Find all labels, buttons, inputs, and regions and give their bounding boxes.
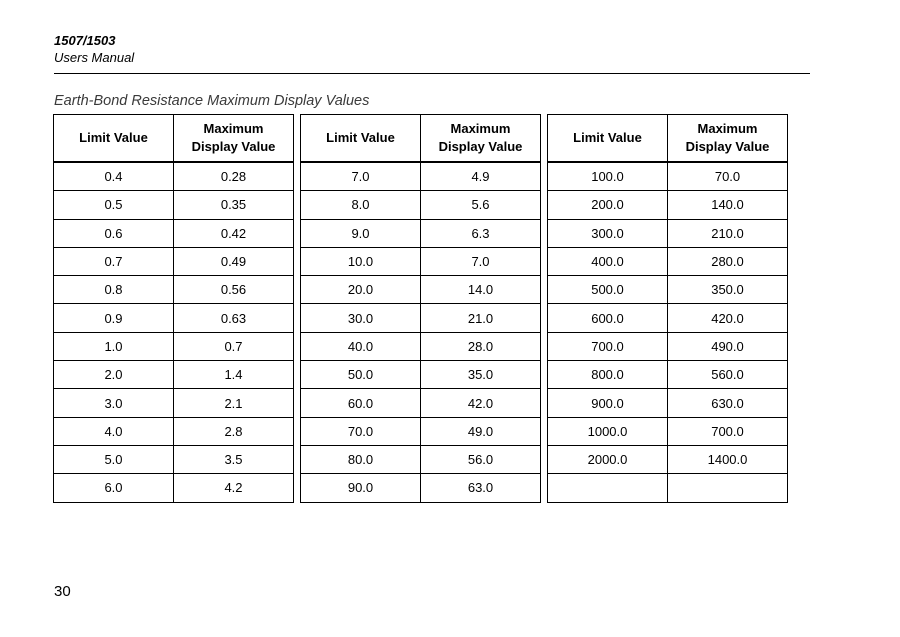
limit-value-cell: 9.0 [301,219,421,247]
table-row [301,332,541,360]
table-row [301,162,541,191]
limit-value-cell: 40.0 [301,332,421,360]
table-row [301,474,541,502]
limit-value-cell: 3.0 [54,389,174,417]
limit-value-cell: 10.0 [301,247,421,275]
max-header-line-1: Maximum [203,121,264,136]
table-row [54,361,294,389]
limit-value-cell: 80.0 [301,445,421,473]
max-display-value-header [668,115,788,163]
limit-value-cell: 90.0 [301,474,421,502]
table-row [54,276,294,304]
table-row [54,474,294,502]
limit-value-cell: 100.0 [548,162,668,191]
max-header-line-2: Display Value [438,139,523,154]
manual-title: Users Manual [54,50,135,65]
table-row [548,474,788,502]
table-row [301,191,541,219]
limit-value-cell: 0.6 [54,219,174,247]
limit-value-cell: 0.9 [54,304,174,332]
limit-value-cell: 2.0 [54,361,174,389]
limit-value-cell: 0.5 [54,191,174,219]
table-row [548,219,788,247]
limit-value-cell: 2000.0 [548,445,668,473]
table-row [54,332,294,360]
limit-value-cell: 200.0 [548,191,668,219]
table-header-row [301,115,541,163]
max-display-value-cell [668,474,788,502]
max-display-value-cell: 28.0 [421,332,541,360]
table-row [54,304,294,332]
max-display-value-cell: 2.8 [174,417,294,445]
limit-value-cell: 60.0 [301,389,421,417]
earth-bond-table [53,114,788,503]
max-display-value-cell: 14.0 [421,276,541,304]
table-row [548,191,788,219]
table-row [54,389,294,417]
table-row [54,445,294,473]
max-display-value-cell: 0.28 [174,162,294,191]
table-caption: Earth-Bond Resistance Maximum Display Values [54,93,370,109]
table-row [301,219,541,247]
max-display-value-cell: 63.0 [421,474,541,502]
limit-value-cell: 1.0 [54,332,174,360]
running-header [54,32,810,66]
max-header-line-2: Display Value [191,139,276,154]
table-block-1 [53,114,294,503]
table-header-row [54,115,294,163]
max-display-value-cell: 0.56 [174,276,294,304]
table-row [548,332,788,360]
table-row [548,162,788,191]
max-display-value-header [174,115,294,163]
max-display-value-cell: 0.7 [174,332,294,360]
limit-value-cell: 400.0 [548,247,668,275]
max-display-value-cell: 560.0 [668,361,788,389]
table-row [54,247,294,275]
max-display-value-cell: 7.0 [421,247,541,275]
max-display-value-cell: 2.1 [174,389,294,417]
max-display-value-cell: 35.0 [421,361,541,389]
table-row [548,247,788,275]
max-display-value-cell: 3.5 [174,445,294,473]
max-header-line-2: Display Value [685,139,770,154]
limit-value-cell: 600.0 [548,304,668,332]
limit-value-cell: 1000.0 [548,417,668,445]
max-display-value-cell: 420.0 [668,304,788,332]
max-display-value-cell: 140.0 [668,191,788,219]
max-display-value-cell: 5.6 [421,191,541,219]
table-row [54,191,294,219]
max-display-value-cell: 6.3 [421,219,541,247]
limit-value-cell: 8.0 [301,191,421,219]
max-display-value-cell: 21.0 [421,304,541,332]
max-display-value-cell: 1.4 [174,361,294,389]
max-display-value-cell: 0.63 [174,304,294,332]
limit-value-cell: 0.7 [54,247,174,275]
limit-value-header: Limit Value [548,115,668,163]
limit-value-cell: 6.0 [54,474,174,502]
limit-value-cell: 70.0 [301,417,421,445]
max-display-value-cell: 70.0 [668,162,788,191]
table-row [54,219,294,247]
limit-value-cell: 20.0 [301,276,421,304]
max-display-value-cell: 0.49 [174,247,294,275]
limit-value-cell: 0.4 [54,162,174,191]
limit-value-cell: 4.0 [54,417,174,445]
manual-model: 1507/1503 [54,33,116,48]
limit-value-cell: 500.0 [548,276,668,304]
limit-value-header: Limit Value [301,115,421,163]
max-display-value-cell: 700.0 [668,417,788,445]
max-display-value-cell: 4.2 [174,474,294,502]
max-display-value-cell: 42.0 [421,389,541,417]
limit-value-cell: 5.0 [54,445,174,473]
table-row [548,361,788,389]
limit-value-header: Limit Value [54,115,174,163]
limit-value-cell: 0.8 [54,276,174,304]
limit-value-cell [548,474,668,502]
table-row [301,361,541,389]
table-row [548,304,788,332]
table-row [548,389,788,417]
limit-value-cell: 50.0 [301,361,421,389]
table-row [301,276,541,304]
page-number: 30 [54,583,71,600]
max-display-value-cell: 4.9 [421,162,541,191]
header-divider [54,73,810,74]
table-row [301,445,541,473]
table-row [54,417,294,445]
table-row [548,445,788,473]
limit-value-cell: 800.0 [548,361,668,389]
max-display-value-cell: 630.0 [668,389,788,417]
table-header-row [548,115,788,163]
table-row [301,389,541,417]
max-display-value-cell: 56.0 [421,445,541,473]
table-row [548,417,788,445]
table-row [301,417,541,445]
max-display-value-cell: 350.0 [668,276,788,304]
limit-value-cell: 7.0 [301,162,421,191]
table-row [301,304,541,332]
limit-value-cell: 900.0 [548,389,668,417]
table-row [548,276,788,304]
limit-value-cell: 30.0 [301,304,421,332]
max-display-value-cell: 280.0 [668,247,788,275]
max-display-value-cell: 490.0 [668,332,788,360]
limit-value-cell: 300.0 [548,219,668,247]
max-display-value-cell: 1400.0 [668,445,788,473]
max-display-value-cell: 0.42 [174,219,294,247]
max-display-value-cell: 210.0 [668,219,788,247]
max-display-value-cell: 49.0 [421,417,541,445]
max-header-line-1: Maximum [450,121,511,136]
max-header-line-1: Maximum [697,121,758,136]
table-row [301,247,541,275]
table-block-2 [300,114,541,503]
max-display-value-cell: 0.35 [174,191,294,219]
table-block-3 [547,114,788,503]
table-row [54,162,294,191]
limit-value-cell: 700.0 [548,332,668,360]
max-display-value-header [421,115,541,163]
